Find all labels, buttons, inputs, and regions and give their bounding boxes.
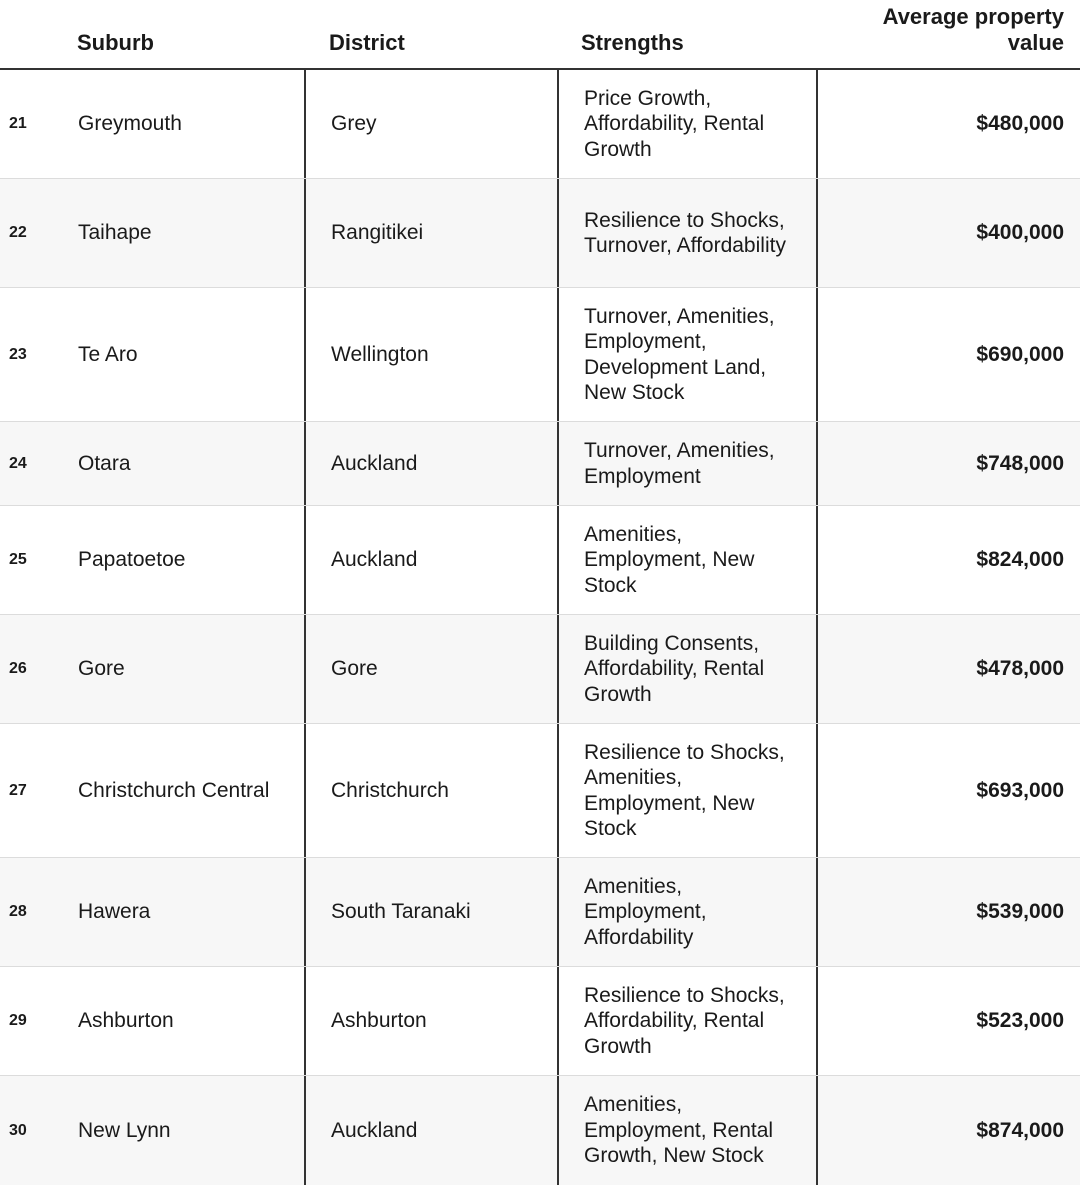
value-cell: $824,000	[816, 506, 1080, 614]
district-cell: South Taranaki	[304, 858, 557, 966]
column-header-district: District	[329, 30, 405, 55]
district-cell: Auckland	[304, 422, 557, 505]
district-cell: Grey	[304, 70, 557, 178]
strengths-cell: Amenities, Employment, New Stock	[557, 506, 816, 614]
value-cell: $748,000	[816, 422, 1080, 505]
strengths-cell: Amenities, Employment, Affordability	[557, 858, 816, 966]
rank-cell: 28	[9, 903, 27, 920]
value-cell: $523,000	[816, 967, 1080, 1075]
suburb-cell: Otara	[78, 451, 131, 475]
value-cell: $480,000	[816, 70, 1080, 178]
value-cell: $690,000	[816, 288, 1080, 421]
suburb-cell: Gore	[78, 657, 125, 680]
suburb-cell: Greymouth	[78, 112, 182, 135]
rank-cell: 30	[9, 1121, 27, 1139]
suburb-cell: Papatoetoe	[78, 548, 186, 571]
column-header-average-property-value	[834, 4, 1064, 56]
district-cell: Ashburton	[304, 967, 557, 1075]
table-row	[0, 288, 1080, 422]
strengths-cell: Resilience to Shocks, Affordability, Rental Growth	[557, 967, 816, 1075]
rank-cell: 24	[9, 454, 27, 472]
strengths-cell: Turnover, Amenities, Employment	[557, 422, 816, 505]
value-cell: $874,000	[816, 1076, 1080, 1185]
district-cell: Rangitikei	[304, 179, 557, 287]
district-cell: Christchurch	[304, 724, 557, 857]
rank-cell: 21	[9, 115, 27, 132]
rank-cell: 23	[9, 345, 27, 363]
rank-cell: 22	[9, 224, 27, 241]
district-cell: Gore	[304, 615, 557, 723]
suburb-cell: Ashburton	[78, 1009, 174, 1032]
strengths-cell: Resilience to Shocks, Turnover, Affordability	[557, 179, 816, 287]
suburb-cell: New Lynn	[78, 1118, 171, 1142]
value-cell: $539,000	[816, 858, 1080, 966]
table-row	[0, 506, 1080, 615]
table-row	[0, 724, 1080, 858]
value-cell: $693,000	[816, 724, 1080, 857]
table-header	[0, 0, 1080, 70]
table-row	[0, 179, 1080, 288]
column-header-value-line-2: value	[1007, 30, 1064, 55]
district-cell: Auckland	[304, 506, 557, 614]
rank-cell: 25	[9, 551, 27, 568]
strengths-cell: Building Consents, Affordability, Rental Growth	[557, 615, 816, 723]
column-header-value-line-1: Average property	[882, 4, 1064, 29]
table-row	[0, 967, 1080, 1076]
rank-cell: 27	[9, 781, 27, 799]
strengths-cell: Resilience to Shocks, Amenities, Employment, New Stock	[557, 724, 816, 857]
column-header-strengths: Strengths	[581, 30, 684, 55]
rank-cell: 29	[9, 1012, 27, 1029]
strengths-cell: Amenities, Employment, Rental Growth, New Stock	[557, 1076, 816, 1185]
column-header-suburb: Suburb	[77, 30, 154, 55]
suburb-cell: Christchurch Central	[78, 778, 270, 802]
table-row	[0, 858, 1080, 967]
table-row	[0, 422, 1080, 506]
table-row	[0, 1076, 1080, 1185]
district-cell: Auckland	[304, 1076, 557, 1185]
suburb-cell: Taihape	[78, 221, 152, 244]
suburb-cell: Te Aro	[78, 342, 138, 366]
value-cell: $478,000	[816, 615, 1080, 723]
suburb-cell: Hawera	[78, 900, 151, 923]
table-row	[0, 615, 1080, 724]
table-row	[0, 70, 1080, 179]
district-cell: Wellington	[304, 288, 557, 421]
value-cell: $400,000	[816, 179, 1080, 287]
rank-cell: 26	[9, 660, 27, 677]
strengths-cell: Price Growth, Affordability, Rental Growth	[557, 70, 816, 178]
strengths-cell: Turnover, Amenities, Employment, Development Land, New Stock	[557, 288, 816, 421]
